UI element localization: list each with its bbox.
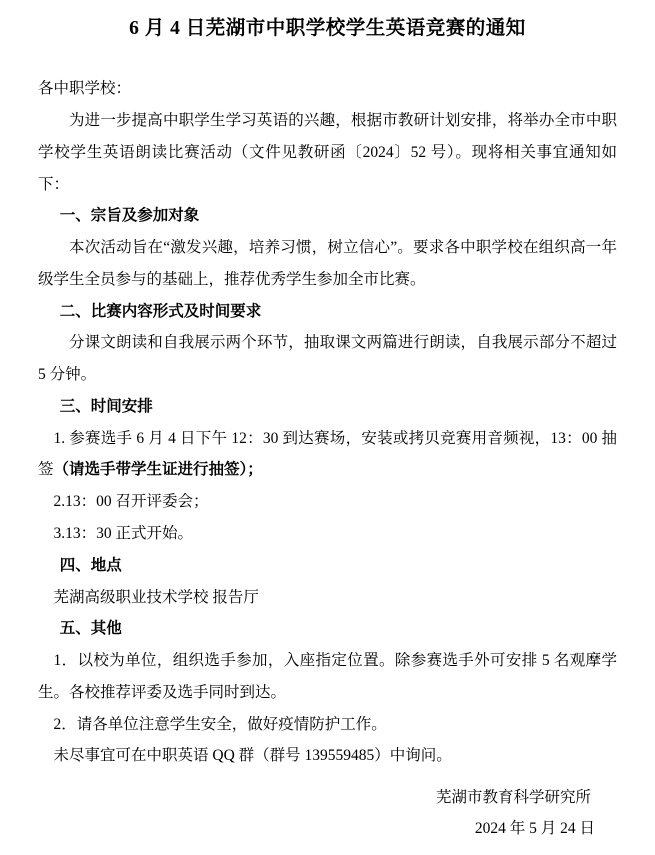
schedule-item-2: 2.13：00 召开评委会； [53, 493, 209, 511]
section-4-heading: 四、地点 [59, 556, 122, 574]
intro-paragraph: 为进一步提高中职学生学习英语的兴趣，根据市教研计划安排，将举办全市中职学校学生英语朗读比赛活动（文件见教研函〔2024〕52 号）。现将相关事宜通知如下： [38, 112, 617, 193]
schedule-item-1-text: 1. 参赛选手 6 月 4 日下午 12：30 到达赛场，安装或拷贝竞赛用音频视，13：00 抽签 [38, 429, 617, 479]
schedule-item-1 [38, 423, 617, 487]
salutation: 各中职学校： [38, 80, 132, 98]
signature-organization: 芜湖市教育科学研究所 [435, 789, 591, 807]
title-spacer [38, 43, 617, 73]
section-3-heading: 三、时间安排 [59, 397, 153, 415]
page-title: 6 月 4 日芜湖市中职学校学生英语竞赛的通知 [129, 18, 526, 39]
signature-block [38, 782, 617, 844]
section-1-heading: 一、宗旨及参加对象 [59, 207, 200, 225]
section-2-paragraph-1: 分课文朗读和自我展示两个环节，抽取课文两篇进行朗读，自我展示部分不超过 5 分钟。 [38, 334, 617, 384]
section-5-heading: 五、其他 [59, 620, 122, 638]
section-5-paragraph-2: 2．请各单位注意学生安全，做好疫情防护工作。 [53, 715, 387, 733]
schedule-item-3: 3.13：30 正式开始。 [53, 524, 194, 542]
section-5-paragraph-3: 未尽事宜可在中职英语 QQ 群（群号 139559485）中询问。 [53, 747, 452, 765]
section-2-heading: 二、比赛内容形式及时间要求 [59, 302, 262, 320]
section-4-paragraph-1: 芜湖高级职业技术学校 报告厅 [53, 588, 259, 606]
signature-date: 2024 年 5 月 24 日 [474, 820, 595, 838]
section-5-paragraph-1: 1．以校为单位，组织选手参加，入座指定位置。除参赛选手外可安排 5 名观摩学生。各校推荐评委及选手同时到达。 [38, 652, 617, 701]
section-1-paragraph-1: 本次活动旨在“激发兴趣，培养习惯，树立信心”。要求各中职学校在组织高一年级学生全员参与的基础上，推荐优秀学生参加全市比赛。 [38, 239, 617, 288]
schedule-item-1-emphasis: （请选手带学生证进行抽签）； [53, 461, 263, 479]
